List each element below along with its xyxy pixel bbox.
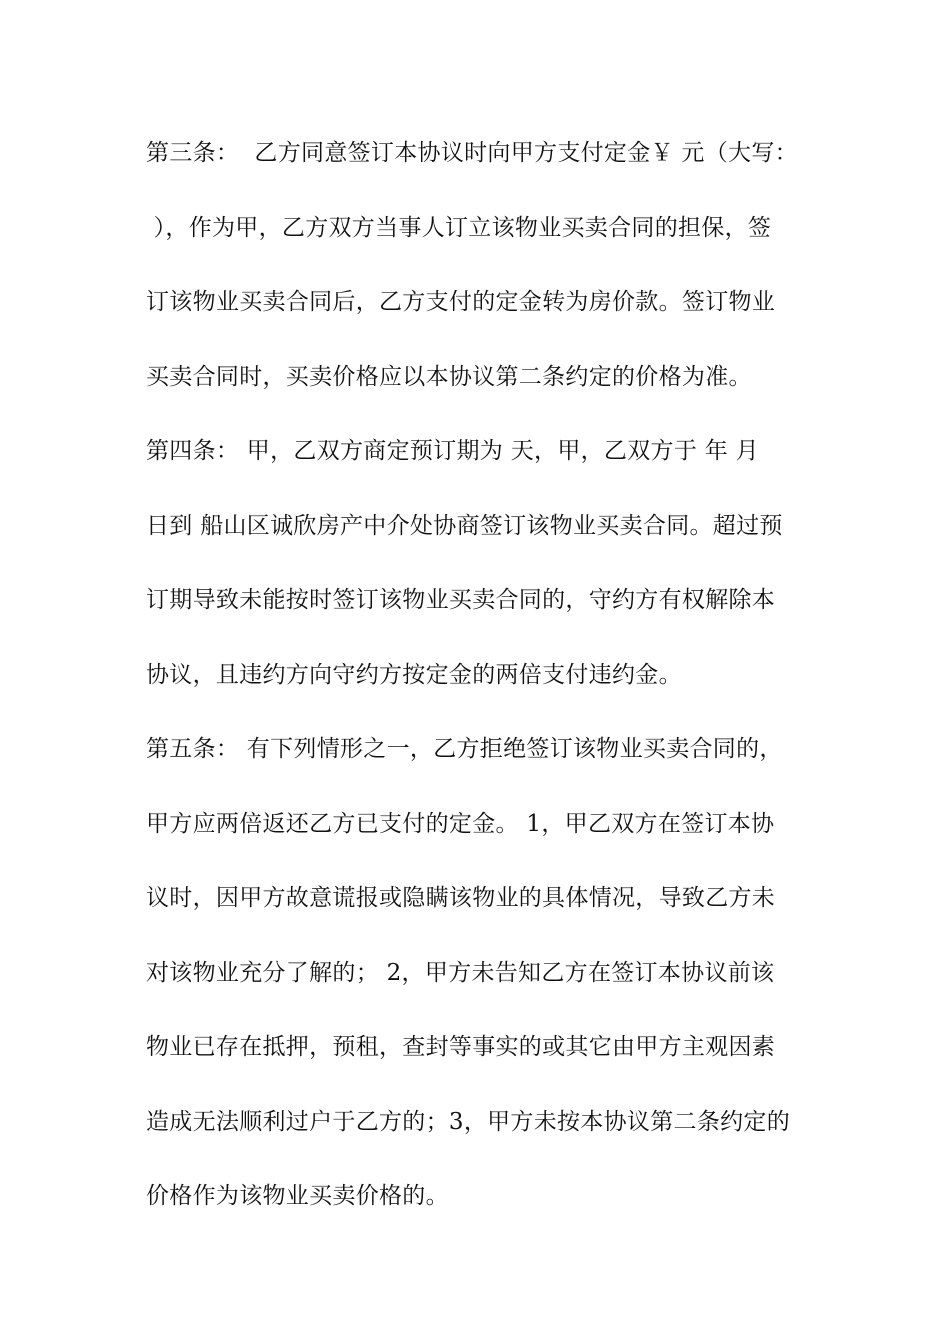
- text-line: 对该物业充分了解的； 2，甲方未告知乙方在签订本协议前该: [146, 960, 775, 986]
- text-line: 议时，因甲方故意谎报或隐瞒该物业的具体情况，导致乙方未: [146, 885, 776, 911]
- text-line: 第三条： 乙方同意签订本协议时向甲方支付定金￥ 元（大写：: [146, 140, 798, 166]
- text-line: 造成无法顺利过户于乙方的；3，甲方未按本协议第二条约定的: [146, 1109, 791, 1135]
- text-line: 订期导致未能按时签订该物业买卖合同的，守约方有权解除本: [146, 587, 776, 613]
- text-line: ），作为甲，乙方双方当事人订立该物业买卖合同的担保，签: [146, 215, 772, 241]
- text-line: 订该物业买卖合同后，乙方支付的定金转为房价款。签订物业: [146, 289, 776, 315]
- text-line: 日到 船山区诚欣房产中介处协商签订该物业买卖合同。超过预: [146, 513, 783, 539]
- text-line: 第四条： 甲，乙双方商定预订期为 天，甲，乙双方于 年 月: [146, 438, 759, 464]
- text-line: 买卖合同时，买卖价格应以本协议第二条约定的价格为准。: [146, 364, 752, 390]
- text-line: 物业已存在抵押，预租，查封等事实的或其它由甲方主观因素: [146, 1034, 776, 1060]
- text-line: 甲方应两倍返还乙方已支付的定金。 1，甲乙双方在签订本协: [146, 811, 775, 837]
- text-line: 第五条： 有下列情形之一，乙方拒绝签订该物业买卖合同的，: [146, 736, 783, 762]
- text-line: 协议，且违约方向守约方按定金的两倍支付违约金。: [146, 662, 682, 688]
- text-line: 价格作为该物业买卖价格的。: [146, 1183, 449, 1209]
